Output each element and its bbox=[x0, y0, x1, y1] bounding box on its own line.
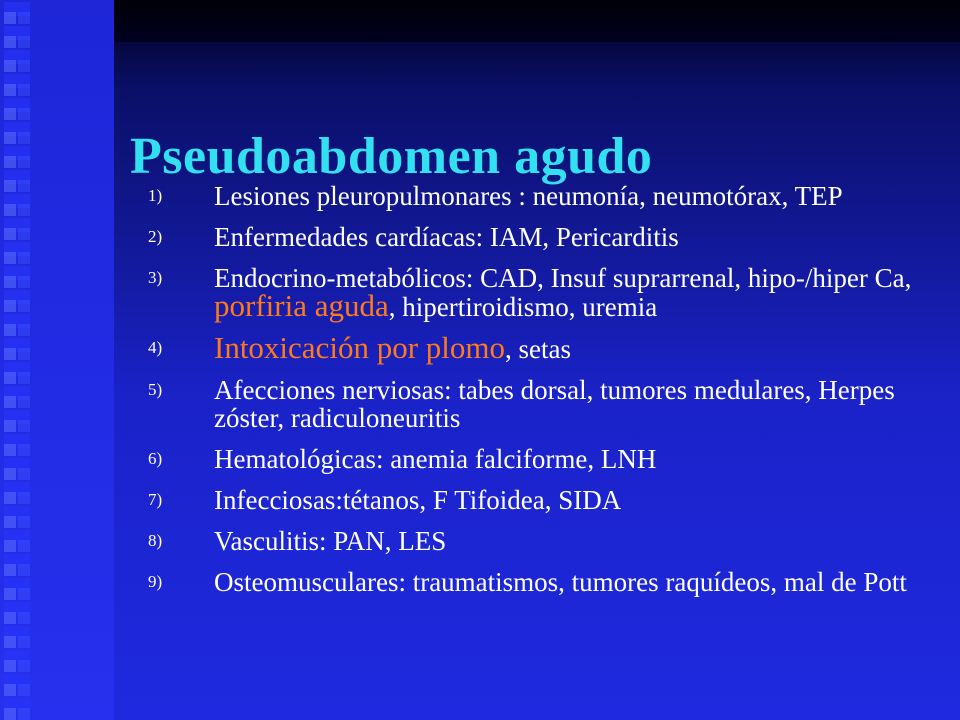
list-item-text-post: , hipertiroidismo, uremia bbox=[388, 292, 658, 322]
list-item-text: Enfermedades cardíacas: IAM, Pericarditis bbox=[214, 222, 679, 252]
list-item bbox=[148, 182, 928, 210]
list-item-text: Hematológicas: anemia falciforme, LNH bbox=[214, 444, 657, 474]
list-item bbox=[148, 568, 928, 596]
list-item-number: 4) bbox=[148, 338, 163, 357]
slide-title: Pseudoabdomen agudo bbox=[130, 127, 653, 185]
list-item bbox=[148, 264, 928, 321]
list-item-number: 8) bbox=[148, 531, 163, 550]
list-item bbox=[148, 527, 928, 555]
list-item-text-pre: Endocrino-metabólicos: CAD, Insuf suprarrenal, hipo-/hiper Ca, bbox=[214, 263, 912, 293]
list-item-text: Lesiones pleuropulmonares : neumonía, neumotórax, TEP bbox=[214, 181, 843, 211]
list-item bbox=[148, 486, 928, 514]
decor-square-column bbox=[4, 0, 30, 720]
highlight-text: Intoxicación por plomo bbox=[214, 330, 505, 365]
list-item-text: Vasculitis: PAN, LES bbox=[214, 526, 447, 556]
list-item-text: Infecciosas:tétanos, F Tifoidea, SIDA bbox=[214, 485, 622, 515]
list-item bbox=[148, 376, 928, 432]
list-item-number: 9) bbox=[148, 572, 163, 591]
list-item-number: 6) bbox=[148, 449, 163, 468]
list-item bbox=[148, 223, 928, 251]
left-decor-band bbox=[0, 0, 114, 720]
highlight-text: porfiria aguda bbox=[214, 288, 389, 323]
list-item-text: Osteomusculares: traumatismos, tumores raquídeos, mal de Pott bbox=[214, 567, 907, 597]
list-item-text-post: , setas bbox=[505, 334, 571, 364]
list-item-number: 1) bbox=[148, 186, 163, 205]
list-item-number: 3) bbox=[148, 268, 163, 287]
list-item bbox=[148, 445, 928, 473]
list-item-number: 5) bbox=[148, 380, 163, 399]
list-item-number: 7) bbox=[148, 490, 163, 509]
cause-list bbox=[148, 182, 928, 609]
list-item-text bbox=[214, 264, 928, 321]
top-decor-band bbox=[114, 0, 960, 42]
list-item bbox=[148, 330, 928, 365]
list-item-number: 2) bbox=[148, 227, 163, 246]
list-item-text bbox=[214, 330, 928, 365]
list-item-text: Afecciones nerviosas: tabes dorsal, tumores medulares, Herpes zóster, radiculoneuritis bbox=[214, 375, 895, 433]
